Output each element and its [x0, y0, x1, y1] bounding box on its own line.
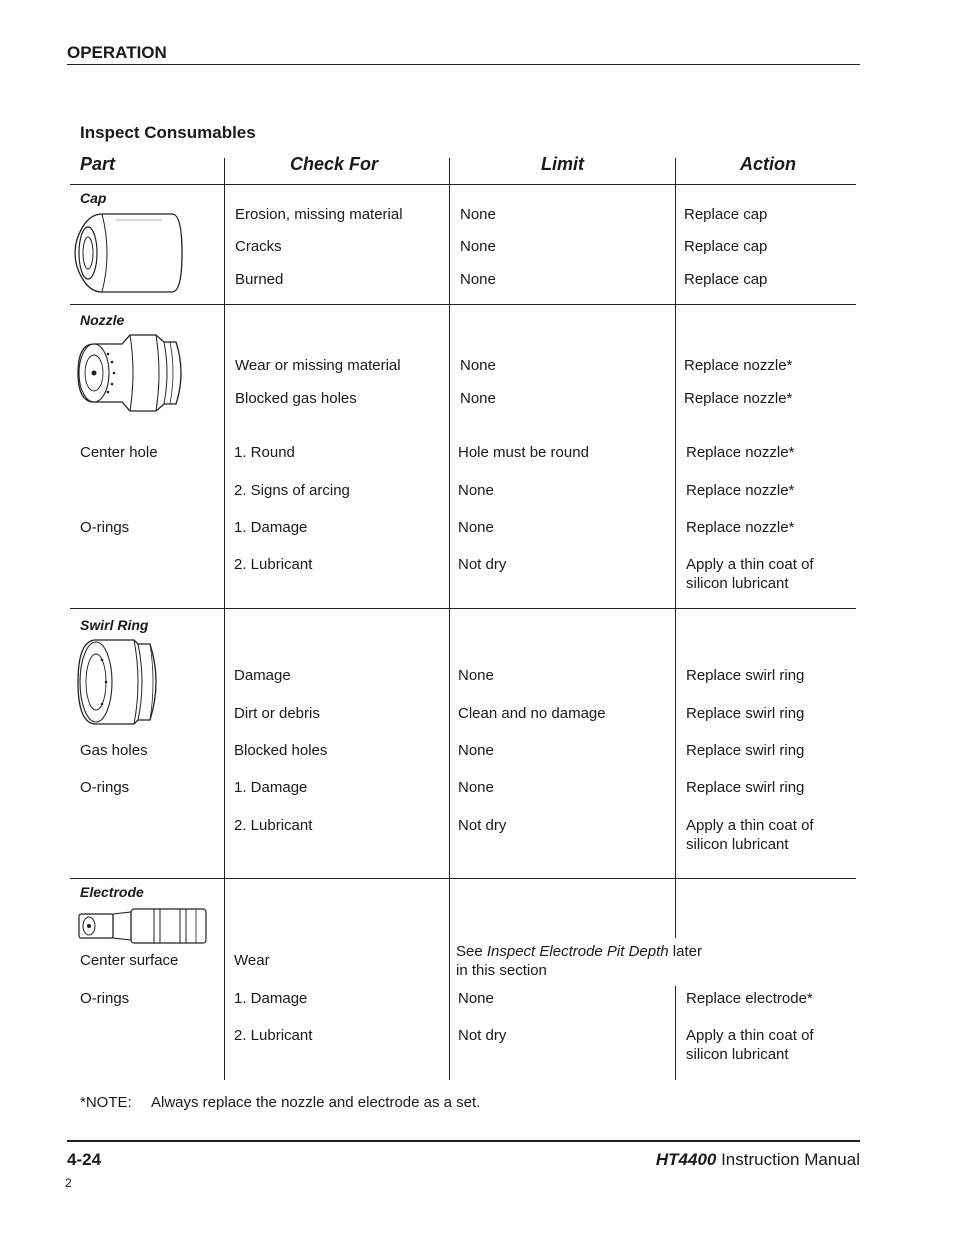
nozzle-check-6: 2. Lubricant — [234, 556, 313, 573]
nozzle-limit-1: None — [460, 357, 496, 374]
nozzle-limit-5: None — [458, 519, 494, 536]
column-header-action: Action — [740, 154, 796, 174]
swirl-limit-3: None — [458, 742, 494, 759]
page-title: Inspect Consumables — [80, 123, 256, 142]
column-divider-1 — [224, 158, 225, 1080]
cap-check-2: Cracks — [235, 238, 282, 255]
manual-label: Instruction Manual — [716, 1150, 860, 1169]
swirl-action-4: Replace swirl ring — [686, 779, 805, 796]
electrode-limit-1 — [456, 942, 702, 962]
swirl-ring-illustration — [74, 636, 166, 728]
cap-action-3: Replace cap — [684, 271, 768, 288]
nozzle-limit-6: Not dry — [458, 556, 507, 573]
column-divider-2 — [449, 158, 450, 1080]
nozzle-label: Nozzle — [80, 312, 125, 328]
electrode-action-3-line2: silicon lubricant — [686, 1046, 789, 1063]
swirl-action-3: Replace swirl ring — [686, 742, 805, 759]
nozzle-bottom-rule — [70, 608, 856, 609]
swirl-part-3: Gas holes — [80, 742, 148, 759]
column-header-limit: Limit — [541, 154, 584, 174]
swirl-limit-2: Clean and no damage — [458, 705, 606, 722]
column-divider-3a — [675, 158, 676, 938]
page-number: 4-24 — [67, 1150, 102, 1169]
electrode-check-2: 1. Damage — [234, 990, 308, 1007]
model-name: HT4400 — [655, 1150, 717, 1169]
electrode-check-1: Wear — [234, 952, 270, 969]
nozzle-check-2: Blocked gas holes — [235, 390, 357, 407]
swirl-check-4: 1. Damage — [234, 779, 308, 796]
cap-check-1: Erosion, missing material — [235, 206, 403, 223]
electrode-limit-1-pre: See — [456, 943, 487, 960]
swirl-check-5: 2. Lubricant — [234, 817, 313, 834]
swirl-part-4: O-rings — [80, 779, 130, 796]
cap-action-1: Replace cap — [684, 206, 768, 223]
swirl-limit-1: None — [458, 667, 494, 684]
column-header-part: Part — [80, 154, 116, 174]
electrode-label: Electrode — [80, 884, 144, 900]
nozzle-check-4: 2. Signs of arcing — [234, 482, 350, 499]
nozzle-action-6: Apply a thin coat of — [686, 556, 814, 573]
swirl-action-5: Apply a thin coat of — [686, 817, 814, 834]
nozzle-part-3: Center hole — [80, 444, 158, 461]
nozzle-illustration — [74, 332, 189, 414]
cap-limit-2: None — [460, 238, 496, 255]
nozzle-action-6-line2: silicon lubricant — [686, 575, 789, 592]
footer-rule — [67, 1140, 860, 1142]
cap-action-2: Replace cap — [684, 238, 768, 255]
cap-illustration — [72, 208, 187, 298]
footer-small-number: 2 — [65, 1176, 72, 1190]
electrode-limit-2: None — [458, 990, 494, 1007]
swirl-action-5-line2: silicon lubricant — [686, 836, 789, 853]
nozzle-check-5: 1. Damage — [234, 519, 308, 536]
electrode-limit-1-line2: in this section — [456, 962, 547, 979]
electrode-limit-1-ref: Inspect Electrode Pit Depth — [486, 943, 669, 960]
electrode-limit-3: Not dry — [458, 1027, 507, 1044]
swirl-check-2: Dirt or debris — [234, 705, 320, 722]
cap-label: Cap — [80, 190, 107, 206]
nozzle-limit-2: None — [460, 390, 496, 407]
cap-limit-1: None — [460, 206, 496, 223]
nozzle-limit-3: Hole must be round — [458, 444, 589, 461]
nozzle-action-3: Replace nozzle* — [686, 444, 795, 461]
note-label: *NOTE: — [80, 1094, 132, 1111]
cap-bottom-rule — [70, 304, 856, 305]
note-text: Always replace the nozzle and electrode as a set. — [151, 1094, 481, 1111]
nozzle-action-4: Replace nozzle* — [686, 482, 795, 499]
nozzle-action-5: Replace nozzle* — [686, 519, 795, 536]
header-row-rule — [70, 184, 856, 185]
swirl-bottom-rule — [70, 878, 856, 879]
swirl-action-1: Replace swirl ring — [686, 667, 805, 684]
header-rule — [67, 64, 860, 65]
column-divider-3b — [675, 986, 676, 1080]
column-header-check: Check For — [290, 154, 379, 174]
electrode-part-2: O-rings — [80, 990, 130, 1007]
electrode-action-2: Replace electrode* — [686, 990, 813, 1007]
manual-title — [656, 1150, 860, 1170]
electrode-action-3: Apply a thin coat of — [686, 1027, 814, 1044]
cap-limit-3: None — [460, 271, 496, 288]
cap-check-3: Burned — [235, 271, 284, 288]
section-header: OPERATION — [67, 43, 167, 62]
swirl-ring-label: Swirl Ring — [80, 617, 149, 633]
electrode-illustration — [76, 906, 212, 946]
nozzle-check-1: Wear or missing material — [235, 357, 401, 374]
swirl-limit-5: Not dry — [458, 817, 507, 834]
swirl-limit-4: None — [458, 779, 494, 796]
nozzle-part-5: O-rings — [80, 519, 130, 536]
swirl-check-3: Blocked holes — [234, 742, 328, 759]
nozzle-limit-4: None — [458, 482, 494, 499]
nozzle-action-2: Replace nozzle* — [684, 390, 793, 407]
electrode-check-3: 2. Lubricant — [234, 1027, 313, 1044]
swirl-action-2: Replace swirl ring — [686, 705, 805, 722]
electrode-part-1: Center surface — [80, 952, 179, 969]
electrode-limit-1-post: later — [668, 943, 702, 960]
swirl-check-1: Damage — [234, 667, 291, 684]
nozzle-action-1: Replace nozzle* — [684, 357, 793, 374]
nozzle-check-3: 1. Round — [234, 444, 295, 461]
